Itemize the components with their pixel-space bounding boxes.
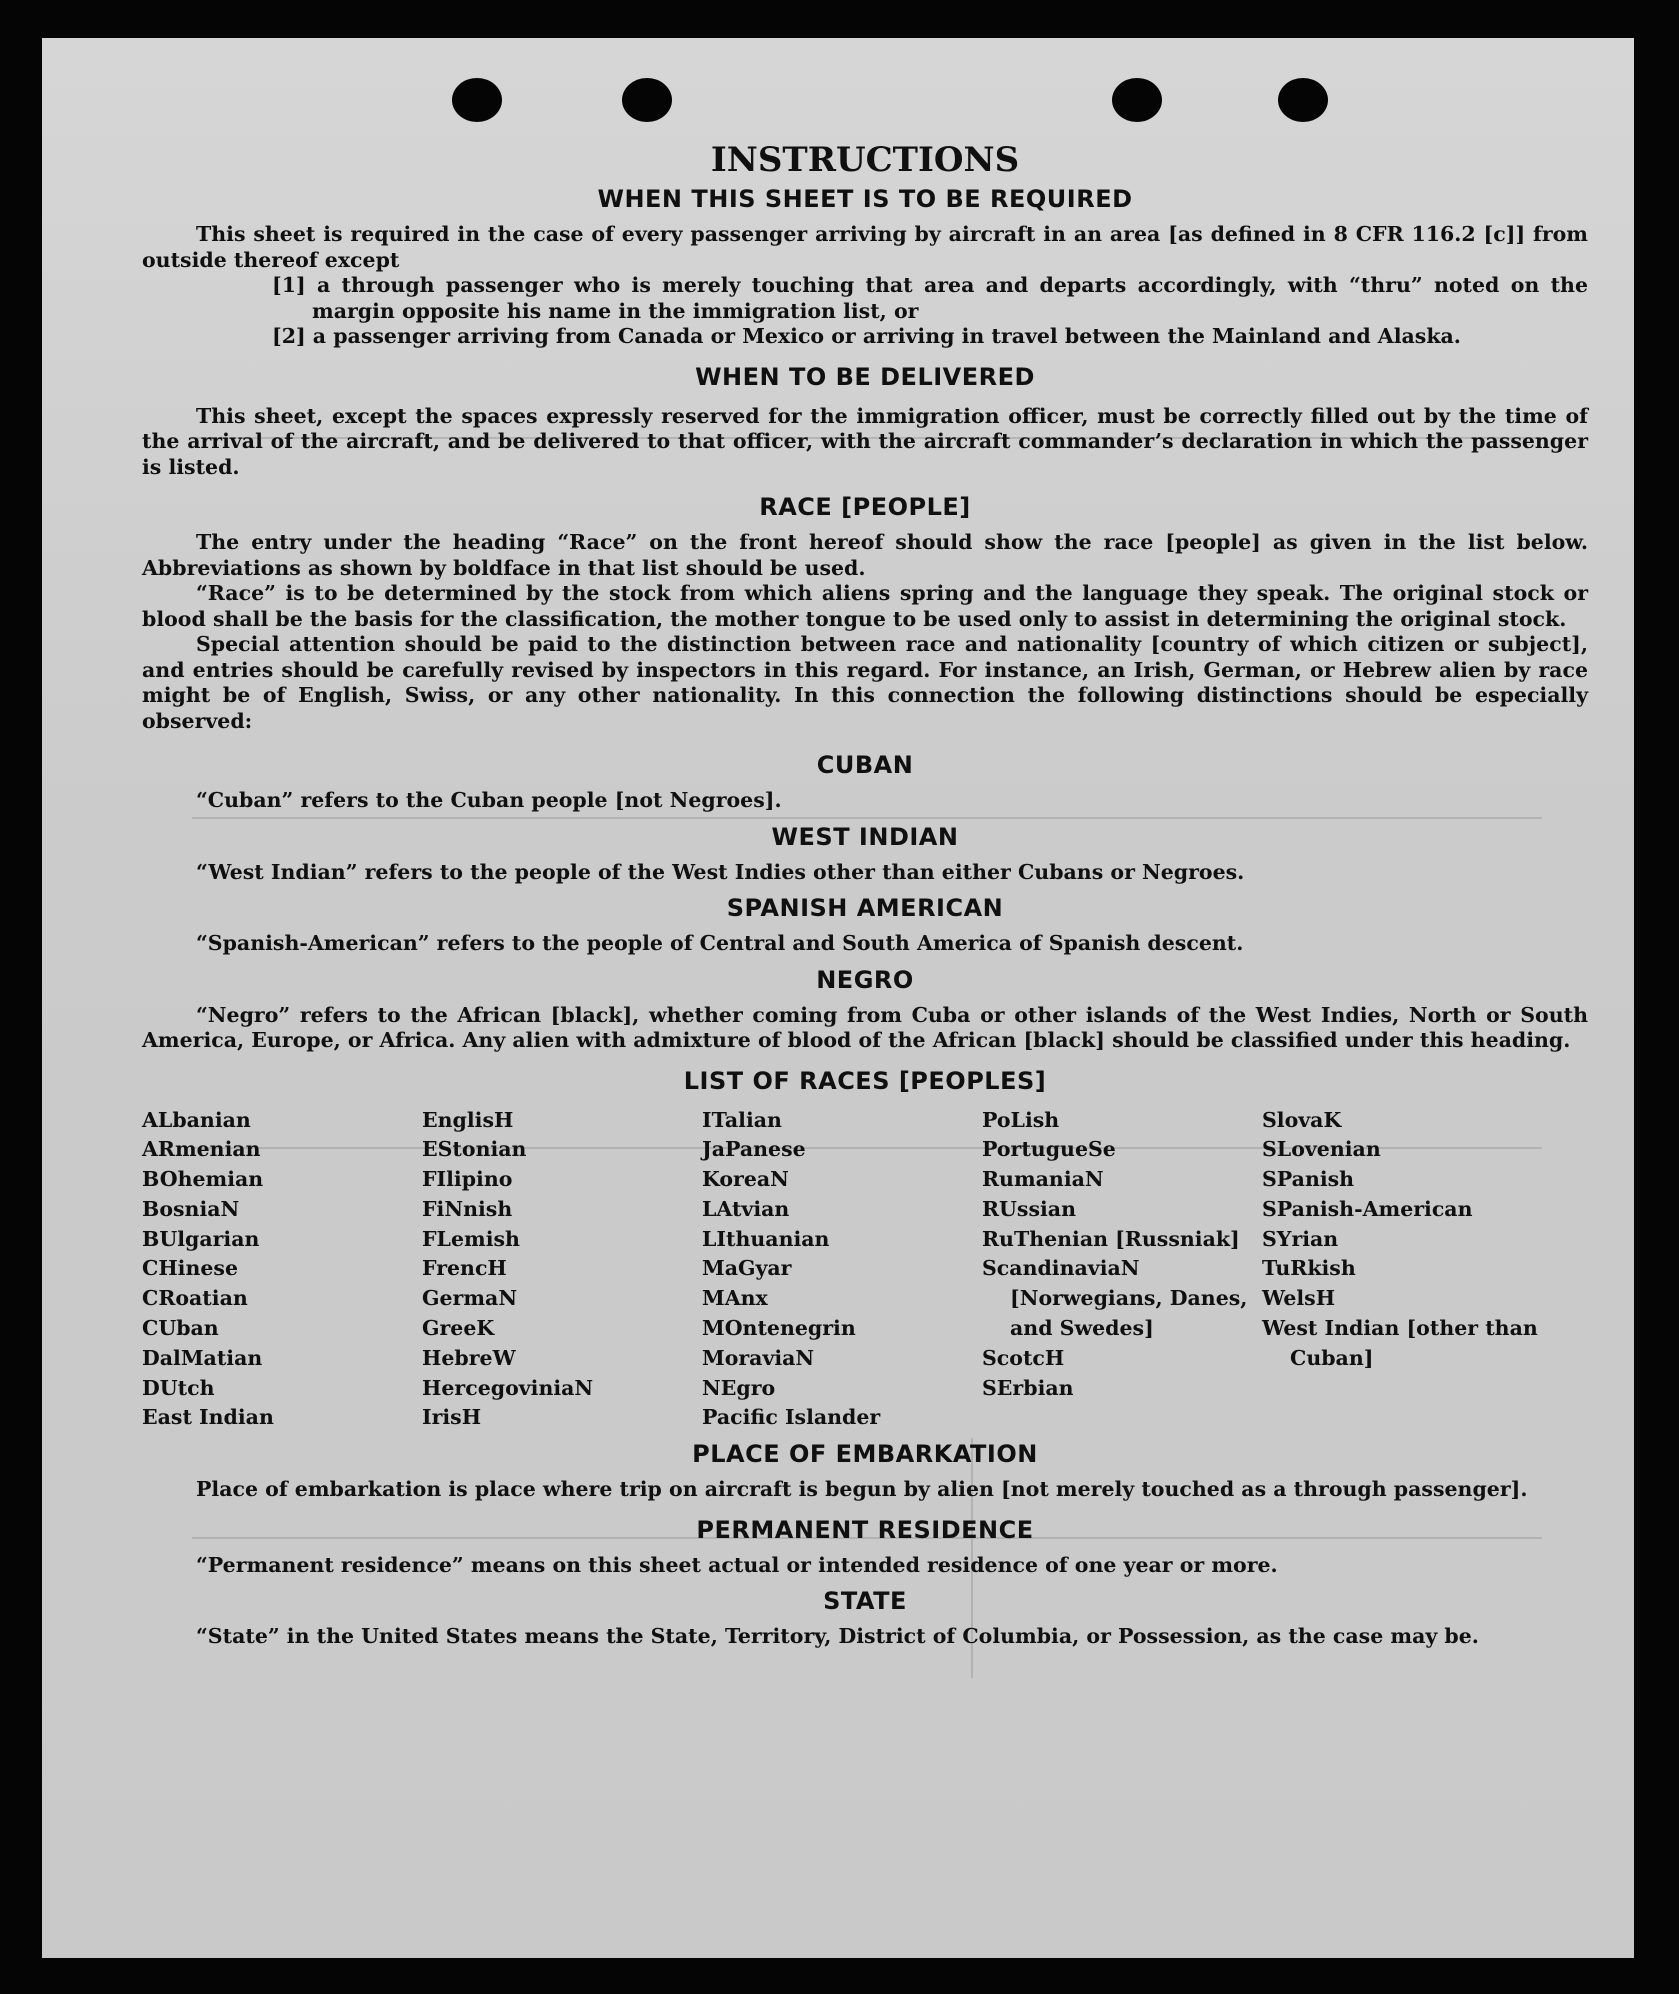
race-entry: BOhemian (142, 1167, 264, 1192)
race-entry: ScotcH (982, 1345, 1065, 1370)
race-entry: SPanish-American (1262, 1196, 1473, 1221)
section-heading-state: STATE (823, 1587, 907, 1616)
spanish-american-text: “Spanish-American” refers to the people of Central and South America of Spanish descent. (196, 931, 1244, 955)
race-entry: Pacific Islander (702, 1405, 881, 1430)
races-column (982, 1106, 1262, 1434)
exception-item: [2] a passenger arriving from Canada or Mexico or arriving in travel between the Mainland and Alaska. (272, 324, 1461, 348)
punch-hole (622, 78, 672, 122)
race-entry: KoreaN (702, 1167, 789, 1192)
race-entry: CHinese (142, 1256, 239, 1281)
races-column (702, 1106, 982, 1434)
race-entry: ALbanian (142, 1107, 251, 1132)
negro-text: “Negro” refers to the African [black], whether coming from Cuba or other islands of the West Indies, North or South America, Europe, or Africa. Any alien with admixture of blood of the African [black] should be classified under this heading. (142, 1002, 1588, 1052)
race-entry: HercegoviniaN (422, 1375, 594, 1400)
west-indian-text: “West Indian” refers to the people of the West Indies other than either Cubans or Negroes. (196, 859, 1245, 884)
cuban-text: “Cuban” refers to the Cuban people [not Negroes]. (196, 788, 782, 812)
race-entry: CUban (142, 1316, 219, 1341)
race-entry: LAtvian (702, 1196, 790, 1221)
race-paragraph: Special attention should be paid to the distinction between race and nationality [country of which citizen or subject], and entries should be carefully revised by inspectors in this regard. For instance, an Irish, German, or Hebrew alien by race might be of English, Swiss, or any other nationality. In this connection the following distinctions should be especially observed: (142, 632, 1588, 733)
embarkation-text: Place of embarkation is place where trip on aircraft is begun by alien [not merely touched as a through passenger]. (196, 1477, 1528, 1502)
race-entry: ARmenian (142, 1137, 261, 1162)
race-paragraph: “Race” is to be determined by the stock from which aliens spring and the language they speak. The original stock or blood shall be the basis for the classification, the mother tongue to be used only to assist in determining the original stock. (142, 581, 1588, 631)
race-entry: SPanish (1262, 1167, 1355, 1192)
race-entry: DalMatian (142, 1345, 263, 1370)
race-entry: RumaniaN (982, 1167, 1104, 1192)
race-entry: JaPanese (702, 1137, 806, 1162)
race-entry: FIlipino (422, 1167, 513, 1192)
section-heading-spanish-american: SPANISH AMERICAN (726, 894, 1004, 922)
race-entry: NEgro (702, 1375, 776, 1400)
race-entry: ITalian (702, 1107, 782, 1132)
race-entry: FrencH (422, 1256, 507, 1281)
section-heading-delivered: WHEN TO BE DELIVERED (695, 362, 1035, 391)
exception-item: [1] a through passenger who is merely touching that area and departs accordingly, with “thru” noted on the margin opposite his name in the immigration list, or (272, 273, 1588, 323)
race-entry: FLemish (422, 1226, 520, 1251)
race-entry: GermaN (422, 1286, 518, 1311)
race-entry: HebreW (422, 1345, 516, 1370)
section-heading-embarkation: PLACE OF EMBARKATION (692, 1440, 1038, 1469)
race-entry: PoLish (982, 1107, 1060, 1132)
race-entry: EnglisH (422, 1107, 514, 1132)
instructions-content (142, 138, 1588, 1650)
race-entry: EStonian (422, 1137, 527, 1162)
section-heading-race: RACE [PEOPLE] (759, 493, 971, 521)
race-entry: SErbian (982, 1375, 1074, 1400)
race-entry: MAnx (702, 1286, 768, 1311)
residence-text: “Permanent residence” means on this sheet actual or intended residence of one year or more. (196, 1552, 1278, 1577)
race-entry: MoraviaN (702, 1345, 815, 1370)
document-sheet (42, 38, 1634, 1958)
punch-hole (452, 78, 502, 122)
races-column (142, 1106, 422, 1434)
races-column (1262, 1106, 1562, 1434)
race-entry: PortugueSe (982, 1137, 1116, 1162)
race-entry: RUssian (982, 1196, 1076, 1221)
race-entry: SLovenian (1262, 1137, 1381, 1162)
section-heading-west-indian: WEST INDIAN (771, 822, 959, 851)
race-paragraph: The entry under the heading “Race” on the front hereof should show the race [people] as given in the list below. Abbreviations as shown by boldface in that list should be used. (142, 530, 1588, 580)
section-heading-residence: PERMANENT RESIDENCE (696, 1515, 1034, 1544)
page-title: INSTRUCTIONS (710, 140, 1020, 180)
race-entry: ScandinaviaN [Norwegians, Danes, and Swedes] (982, 1256, 1248, 1341)
section-heading-cuban: CUBAN (816, 751, 914, 779)
section-heading-required: WHEN THIS SHEET IS TO BE REQUIRED (597, 185, 1133, 213)
race-entry: BosniaN (142, 1196, 240, 1221)
section-heading-negro: NEGRO (816, 965, 914, 994)
race-entry: RuThenian [Russniak] (982, 1226, 1240, 1251)
state-text: “State” in the United States means the State, Territory, District of Columbia, or Possession, as the case may be. (196, 1624, 1479, 1649)
race-entry: DUtch (142, 1375, 215, 1400)
races-column (422, 1106, 702, 1434)
race-entry: East Indian (142, 1405, 274, 1430)
delivered-text: This sheet, except the spaces expressly reserved for the immigration officer, must be correctly filled out by the time of the arrival of the aircraft, and be delivered to that officer, with the aircraft commander’s declaration in which the passenger is listed. (142, 403, 1588, 479)
races-list (142, 1106, 1588, 1434)
race-entry: FiNnish (422, 1196, 513, 1221)
race-entry: CRoatian (142, 1286, 248, 1311)
race-entry: WelsH (1262, 1286, 1336, 1311)
race-entry: West Indian [other than Cuban] (1262, 1316, 1538, 1370)
race-entry: BUlgarian (142, 1226, 260, 1251)
punch-hole (1112, 78, 1162, 122)
race-entry: LIthuanian (702, 1226, 830, 1251)
section-heading-list-of-races: LIST OF RACES [PEOPLES] (683, 1066, 1047, 1095)
race-entry: MaGyar (702, 1256, 792, 1281)
race-entry: MOntenegrin (702, 1316, 856, 1341)
race-entry: IrisH (422, 1405, 482, 1430)
race-entry: SYrian (1262, 1226, 1339, 1251)
required-intro: This sheet is required in the case of every passenger arriving by aircraft in an area [as defined in 8 CFR 116.2 [c]] from outside thereof except (142, 222, 1588, 272)
race-entry: SlovaK (1262, 1107, 1342, 1132)
race-entry: GreeK (422, 1316, 495, 1341)
punch-hole (1278, 78, 1328, 122)
race-entry: TuRkish (1262, 1256, 1356, 1281)
